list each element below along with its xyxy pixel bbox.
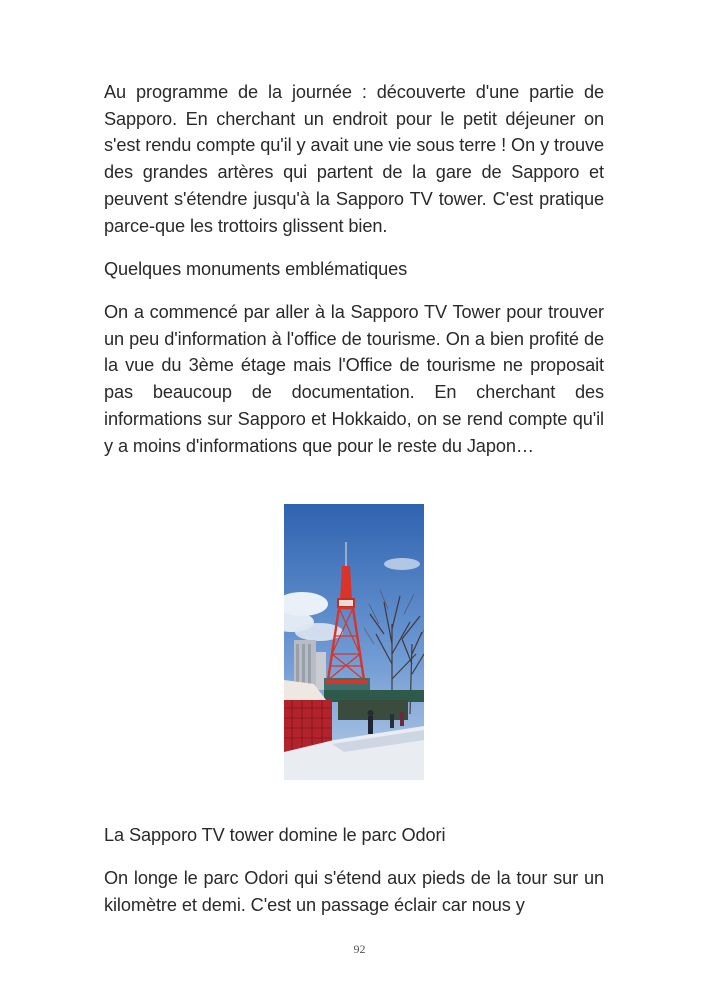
sapporo-tv-tower-photo [284,504,424,780]
paragraph-tv-tower: On a commencé par aller à la Sapporo TV Tower pour trouver un peu d'information à l'office de tourisme. On a bien profité de la vue du 3ème étage mais l'Office de tourisme ne proposait pas beaucoup de documentation. En cherchant des informations sur Sapporo et Hokkaido, on se rend compte qu'il y a moins d'informations que pour le reste du Japon… [104,302,604,456]
paragraph-intro: Au programme de la journée : découverte d'une partie de Sapporo. En cherchant un endroit pour le petit déjeuner on s'est rendu compte qu'il y avait une vie sous terre ! On y trouve des grandes artères qui partent de la gare de Sapporo et peuvent s'étendre jusqu'à la Sapporo TV tower. C'est pratique parce-que les trottoirs glissent bien. [104,82,604,236]
page-number: 92 [353,942,366,956]
photo-caption: La Sapporo TV tower domine le parc Odori [104,825,446,845]
paragraph-odori: On longe le parc Odori qui s'étend aux pieds de la tour sur un kilomètre et demi. C'est un passage éclair car nous y [104,868,604,915]
section-heading-monuments: Quelques monuments emblématiques [104,259,408,279]
